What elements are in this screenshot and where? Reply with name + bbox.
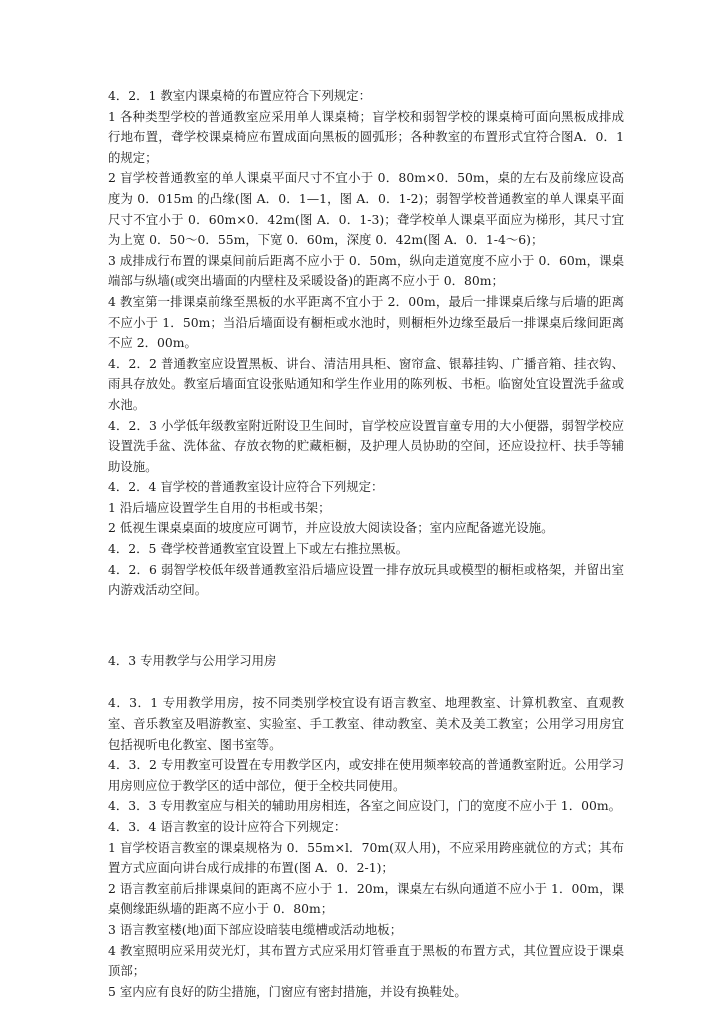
item-4: 4 教室照明应采用荧光灯，其布置方式应采用灯管垂直于黑板的布置方式，其位置应设于课桌顶部； — [108, 942, 624, 979]
item-2: 2 盲学校普通教室的单人课桌平面尺寸不宜小于 0．80m×0．50m，桌的左右及前缘应设高度为 0．015m 的凸缘(图 A．0．1—1，图 A．0．1-2)；弱智学校普通教室的单人课桌平面尺寸不宜小于 0．60m×0．42m(图 A．0．1-3)；聋学校单人课桌平面应为梯形，其尺寸宜为上宽 0．50～0．55m，下宽 0．60m，深度 0．42m(图 A．0．1-4～6)； — [108, 170, 624, 248]
section-heading: 4．3 专用教学与公用学习用房 — [108, 652, 277, 668]
item-1: 1 盲学校语言教室的课桌规格为 0．55m×l．70m(双人用)，不应采用跨座就位的方式；其布置方式应面向讲台成行成排的布置(图 A．0．2-1)； — [108, 839, 624, 876]
clause-4-3-4: 4．3．4 语言教室的设计应符合下列规定： — [108, 819, 347, 834]
document-page — [108, 86, 624, 1002]
item-1: 1 沿后墙应设置学生自用的书柜或书架； — [108, 499, 331, 515]
heading-spacer — [108, 671, 624, 693]
clause-4-2-1: 4．2．1 教室内课桌椅的布置应符合下列规定： — [108, 88, 372, 103]
clause-4-2-6: 4．2．6 弱智学校低年级普通教室沿后墙应设置一排存放玩具或模型的橱柜或格架，并留出室内游戏活动空间。 — [108, 561, 624, 598]
clause-4-3-2: 4．3．2 专用教室可设置在专用教学区内，或安排在使用频率较高的普通教室附近。公用学习用房则应位于教学区的适中部位，便于全校共同使用。 — [108, 757, 624, 793]
item-2: 2 语言教室前后排课桌间的距离不应小于 1．20m，课桌左右纵向通道不应小于 1．00m，课桌侧缘距纵墙的距离不应小于 0．80m； — [108, 880, 624, 917]
clause-4-2-2: 4．2．2 普通教室应设置黑板、讲台、清洁用具柜、窗帘盒、银幕挂钩、广播音箱、挂衣钩、雨具存放处。教室后墙面宜设张贴通知和学生作业用的陈列板、书柜。临窗处宜设置洗手盆或水池。 — [108, 355, 624, 412]
clause-4-2-5: 4．2．5 聋学校普通教室宜设置上下或左右推拉黑板。 — [108, 541, 409, 557]
clause-4-2-4: 4．2．4 盲学校的普通教室设计应符合下列规定： — [108, 479, 384, 495]
item-3: 3 语言教室楼(地)面下部应设暗装电缆槽或活动地板； — [108, 921, 403, 937]
clause-4-2-3: 4．2．3 小学低年级教室附近附设卫生间时，盲学校应设置盲童专用的大小便器，弱智学校应设置洗手盆、洗体盆、存放衣物的贮藏柜橱，及护理人员协助的空间，还应设拉杆、扶手等辅助设施。 — [108, 417, 624, 474]
item-3: 3 成排成行布置的课桌间前后距离不应小于 0．50m，纵向走道宽度不应小于 0．60m，课桌端部与纵墙(或突出墙面的内壁柱及采暖设备)的距离不应小于 0．80m； — [108, 252, 624, 289]
clause-4-3-3: 4．3．3 专用教室应与相关的辅助用房相连，各室之间应设门，门的宽度不应小于 1．00m。 — [108, 798, 621, 814]
clause-4-3-1: 4．3．1 专用教学用房，按不同类别学校宜设有语言教室、地理教室、计算机教室、直观教室、音乐教室及唱游教室、实验室、手工教室、律动教室、美术及美工教室；公用学习用房宜包括视听电化教室、图书室等。 — [108, 695, 624, 752]
item-5: 5 室内应有良好的防尘措施，门窗应有密封措施，并设有换鞋处。 — [108, 983, 467, 999]
section-4-2 — [108, 86, 624, 601]
section-4-3 — [108, 651, 624, 1003]
section-spacer — [108, 601, 624, 651]
item-4: 4 教室第一排课桌前缘至黑板的水平距离不宜小于 2．00m，最后一排课桌后缘与后墙的距离不应小于 1．50m；当沿后墙面设有橱柜或水池时，则橱柜外边缘至最后一排课桌后缘间距离不应 2．00m。 — [108, 293, 624, 351]
item-2: 2 低视生课桌桌面的坡度应可调节，并应设放大阅读设备；室内应配备遮光设施。 — [108, 520, 554, 536]
item-1: 1 各种类型学校的普通教室应采用单人课桌椅；盲学校和弱智学校的课桌椅可面向黑板成排成行地布置，聋学校课桌椅应布置成面向黑板的圆弧形；各种教室的布置形式宜符合图A．0．1的规定； — [108, 108, 624, 165]
